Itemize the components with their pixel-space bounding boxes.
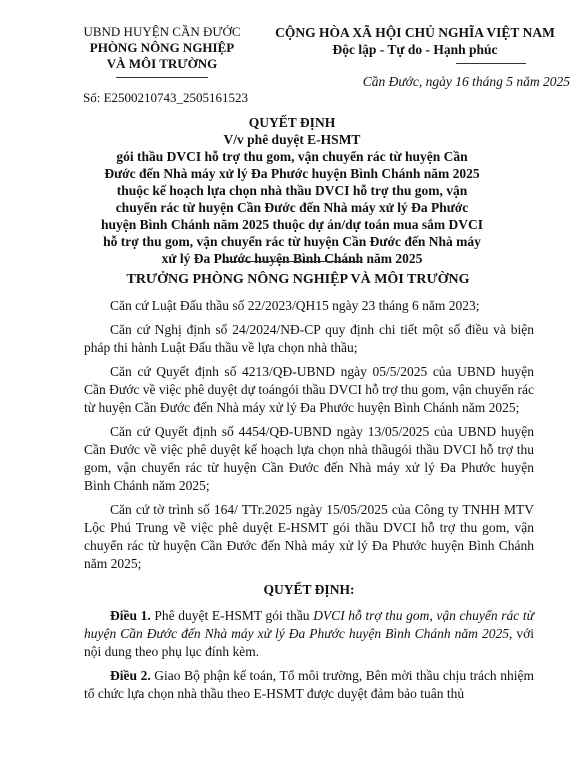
article-1-package-name: DVCI hỗ trợ thu gom, vận chuyển rác từ huyện Cần Đước đến Nhà máy xử lý Đa Phước huyện Bình Chánh năm 2025, — [84, 608, 535, 641]
agency-line-2: PHÒNG NÔNG NGHIỆP — [89, 40, 235, 55]
national-header — [256, 24, 574, 64]
issuing-agency — [56, 24, 268, 78]
place-date: Cần Đước, ngày 16 tháng 5 năm 2025 — [362, 74, 570, 89]
article-1 — [84, 607, 534, 661]
document-title — [100, 114, 484, 267]
article-2-label: Điều 2. — [110, 668, 151, 683]
article-1-text-end: với nội dung theo phụ lục đính kèm. — [84, 626, 534, 659]
article-2-text: Giao Bộ phận kế toán, Tổ môi trường, Bên mời thầu chịu trách nhiệm tổ chức lựa chọn nhà thầu theo E-HSMT được duyệt đảm bảo tuân thủ — [84, 668, 534, 701]
title-heading: QUYẾT ĐỊNH — [248, 115, 336, 130]
title-divider — [222, 261, 362, 262]
national-motto: Độc lập - Tự do - Hạnh phúc — [332, 42, 498, 57]
article-1-label: Điều 1. — [110, 608, 151, 623]
motto-divider — [456, 63, 526, 64]
agency-line-1: UBND HUYỆN CẦN ĐƯỚC — [83, 24, 241, 39]
legal-basis-3: Căn cứ Quyết định số 4213/QĐ-UBND ngày 05/5/2025 của UBND huyện Cần Đước về việc phê duyệt dự toángói thầu DVCI hỗ trợ thu gom, vận chuyển rác từ huyện Cần Đước đến Nhà máy xử lý Đa Phước huyện Bình Chánh năm 2025; — [84, 364, 534, 415]
document-body — [84, 297, 534, 709]
legal-basis-4: Căn cứ Quyết định số 4454/QĐ-UBND ngày 13/05/2025 của UBND huyện Cần Đước về việc phê duyệt kế hoạch lựa chọn nhà thầugói thầu DVCI hỗ trợ thu gom, vận chuyển rác từ huyện Cần Đước đến Nhà máy xử lý Đa Phước huyện Bình Chánh năm 2025; — [84, 424, 534, 493]
legal-basis-5: Căn cứ tờ trình số 164/ TTr.2025 ngày 15/05/2025 của Công ty TNHH MTV Lộc Phú Trung về việc phê duyệt E-HSMT gói thầu DVCI hỗ trợ thu gom, vận chuyển rác từ huyện Cần Đước đến Nhà máy xử lý Đa Phước huyện Bình Chánh năm 2025; — [84, 502, 534, 571]
country-name: CỘNG HÒA XÃ HỘI CHỦ NGHĨA VIỆT NAM — [275, 25, 555, 40]
title-subject: V/v phê duyệt E-HSMT — [223, 132, 361, 147]
article-2 — [84, 667, 534, 703]
legal-basis-2: Căn cứ Nghị định số 24/2024/NĐ-CP quy định chi tiết một số điều và biện pháp thi hành Luật Đấu thầu về lựa chọn nhà thầu; — [84, 322, 534, 355]
article-1-text: Phê duyệt E-HSMT gói thầu — [150, 608, 314, 623]
title-description: gói thầu DVCI hỗ trợ thu gom, vận chuyển rác từ huyện Cần Đước đến Nhà máy xử lý Đa Phước huyện Bình Chánh năm 2025 thuộc kế hoạch lựa chọn nhà thầu DVCI hỗ trợ thu gom, vận chuyển rác từ huyện Cần Đước đến Nhà máy xử lý Đa Phước huyện Bình Chánh năm 2025 thuộc dự án/dự toán mua sắm DVCI hỗ trợ thu gom, vận chuyển rác từ huyện Cần Đước đến Nhà máy xử lý Đa Phước huyện Bình Chánh năm 2025 — [101, 149, 483, 266]
issuing-authority: TRƯỞNG PHÒNG NÔNG NGHIỆP VÀ MÔI TRƯỜNG — [126, 272, 470, 287]
agency-line-3: VÀ MÔI TRƯỜNG — [106, 56, 218, 71]
legal-basis-1: Căn cứ Luật Đấu thầu số 22/2023/QH15 ngày 23 tháng 6 năm 2023; — [110, 298, 480, 313]
decision-heading: QUYẾT ĐỊNH: — [263, 582, 355, 597]
agency-divider — [116, 77, 208, 78]
document-number: Số: E2500210743_2505161523 — [83, 90, 249, 105]
